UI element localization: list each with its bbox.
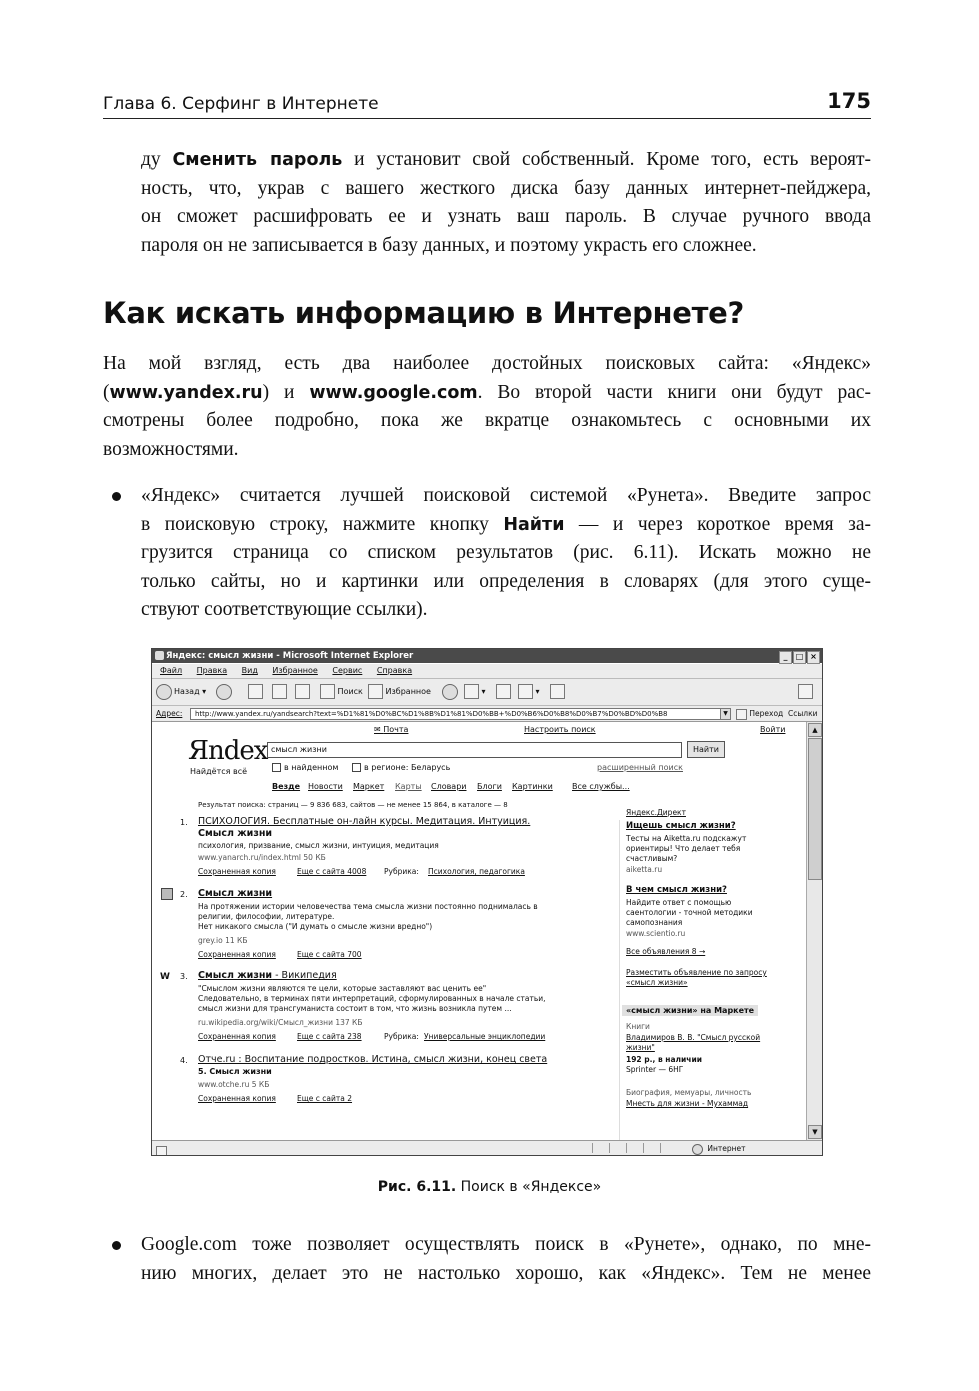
bullet-marker	[112, 492, 121, 501]
result-1-number: 1.	[180, 818, 188, 827]
tab-market[interactable]: Маркет	[353, 782, 385, 791]
bullet-marker	[112, 1241, 121, 1250]
vertical-scrollbar[interactable]	[806, 722, 822, 1140]
figure-screenshot	[151, 648, 823, 1156]
links-button[interactable]: Ссылки	[788, 709, 818, 718]
stop-icon	[248, 684, 263, 699]
ad-1-url: aiketta.ru	[626, 865, 663, 874]
ad-2-text-1: Найдите ответ с помощью	[626, 898, 732, 907]
result-1-more-link[interactable]: Еще с сайта 4008	[297, 867, 367, 876]
scroll-thumb[interactable]	[808, 738, 822, 880]
print-button[interactable]	[496, 683, 511, 701]
result-4-cache-link[interactable]: Сохраненная копия	[198, 1094, 276, 1103]
back-arrow-icon	[156, 684, 172, 700]
section-line-4: возможностями.	[103, 438, 239, 460]
search-icon	[320, 684, 335, 699]
forward-button[interactable]	[216, 683, 234, 701]
ad-2-text-3: самопознания	[626, 918, 683, 927]
market-1-title-2[interactable]: жизни"	[626, 1043, 655, 1052]
wikipedia-w-icon: W	[160, 972, 170, 982]
caption-text: Поиск в «Яндексе»	[456, 1179, 602, 1195]
find-button[interactable]: Найти	[687, 741, 725, 758]
status-bar	[152, 1140, 822, 1156]
section-line-2: (www.yandex.ru) и www.google.com. Во второй части книги они будут рас-	[103, 381, 871, 403]
menu-edit[interactable]: Правка	[196, 666, 228, 675]
search-input[interactable]: смысл жизни	[267, 742, 682, 758]
result-4-more-link[interactable]: Еще с сайта 2	[297, 1094, 353, 1103]
stop-button[interactable]	[248, 683, 263, 701]
result-1-rubric-label: Рубрика:	[384, 867, 419, 876]
intro-line-1: ду Сменить пароль и установит свой собственный. Кроме того, есть вероят-	[141, 149, 871, 170]
opt-in-region[interactable]: в регионе: Беларусь	[352, 763, 450, 772]
forward-arrow-icon	[216, 684, 232, 700]
result-1-snippet: психология, призвание, смысл жизни, интуиция, медитация	[198, 841, 439, 850]
maximize-icon[interactable]: □	[793, 651, 806, 664]
status-zone: Интернет	[692, 1141, 746, 1156]
bullet-google-paragraph	[141, 1231, 871, 1288]
result-2-snippet-1: На протяжении истории человечества тема смысла жизни постоянно поднималась в	[198, 902, 538, 911]
setup-search-link[interactable]: Настроить поиск	[524, 725, 596, 734]
browser-toolbar	[152, 679, 822, 706]
figure-caption	[0, 1179, 979, 1195]
chapter-title: Глава 6. Серфинг в Интернете	[103, 94, 379, 114]
column-divider	[619, 820, 620, 1140]
tab-maps[interactable]: Карты	[395, 782, 422, 791]
window-title: Яндекс: смысл жизни - Microsoft Internet Explorer	[166, 651, 414, 661]
result-2-snippet-3: Нет никакого смысла ("И думать о смысле жизни вредно")	[198, 922, 433, 931]
history-button[interactable]	[442, 683, 460, 701]
tab-news[interactable]: Новости	[308, 782, 343, 791]
word-icon	[518, 684, 533, 699]
yandex-results-page	[152, 722, 806, 1140]
result-1-cache-link[interactable]: Сохраненная копия	[198, 867, 276, 876]
mail-button[interactable]: ▾	[464, 683, 486, 701]
address-label: Адрес:	[156, 709, 183, 718]
result-3-rubric-link[interactable]: Универсальные энциклопедии	[424, 1032, 546, 1041]
result-4-url: www.otche.ru 5 КБ	[198, 1080, 270, 1089]
tab-dictionaries[interactable]: Словари	[431, 782, 467, 791]
section-line-3: смотрены более подробно, пока же вкратце ознакомьтесь с основными их	[103, 410, 871, 431]
checkbox-icon	[352, 763, 361, 772]
result-3-more-link[interactable]: Еще с сайта 238	[297, 1032, 362, 1041]
intro-line-3: он сможет расшифровать ее и узнать ваш пароль. В случае ручного ввода	[141, 206, 871, 227]
all-ads-link[interactable]: Все объявления 8 →	[626, 947, 706, 956]
intro-paragraph	[141, 146, 871, 260]
edit-button[interactable]: ▾	[518, 683, 540, 701]
menu-bar	[152, 664, 822, 679]
result-3-url: ru.wikipedia.org/wiki/Смысл_жизни 137 КБ	[198, 1018, 363, 1027]
messenger-icon	[550, 684, 565, 699]
star-icon	[368, 684, 383, 699]
address-input[interactable]: http://www.yandex.ru/yandsearch?text=%D1%81%D0%BC%D1%8B%D1%81%D0%BB+%D0%B6%D0%B8%D0%B7%D0%BD%D0%B8	[190, 708, 726, 720]
ie-logo-icon	[155, 651, 164, 660]
market-1-category: Книги	[626, 1022, 650, 1031]
result-2-favicon-icon	[161, 888, 173, 900]
ad-2-url: www.scientio.ru	[626, 929, 686, 938]
bullet-yandex-paragraph	[141, 482, 871, 625]
result-3-snippet-2: Следовательно, в терминах пяти интерпретаций, сформулированных в начале статьи,	[198, 994, 546, 1003]
result-4-title[interactable]: Отче.ru : Воспитание подростков. Истина, смысл жизни, конец света	[198, 1054, 548, 1065]
login-link[interactable]: Войти	[760, 725, 786, 734]
result-4-subtitle: 5. Смысл жизни	[198, 1067, 272, 1076]
mail-icon	[464, 684, 479, 699]
result-2-title[interactable]: Смысл жизни	[198, 888, 273, 899]
results-summary: Результат поиска: страниц — 9 836 683, сайтов — не менее 15 864, в каталоге — 8	[198, 801, 508, 809]
ad-1-text-3: счастливым?	[626, 854, 678, 863]
section-title: Как искать информацию в Интернете?	[103, 296, 745, 330]
intro-line-4: пароля он не записывается в базу данных, и поэтому украсть его сложнее.	[141, 234, 757, 256]
market-2-category: Биография, мемуары, личность	[626, 1088, 752, 1097]
bullet1-line-4: только сайты, но и картинки или определения в словарях (для этого суще-	[141, 570, 871, 592]
address-dropdown-icon[interactable]: ▼	[720, 708, 731, 720]
bullet1-line-5: ствуют соответствующие ссылки).	[141, 599, 428, 620]
menu-favorites[interactable]: Избранное	[272, 666, 318, 675]
result-1-url: www.yanarch.ru/index.html 50 КБ	[198, 853, 326, 862]
tab-images[interactable]: Картинки	[512, 782, 553, 791]
result-2-more-link[interactable]: Еще с сайта 700	[297, 950, 362, 959]
ad-1-title[interactable]: Ищешь смысл жизни?	[626, 821, 736, 831]
checkbox-icon	[272, 763, 281, 772]
advanced-search-link[interactable]: расширенный поиск	[597, 763, 683, 772]
result-1-rubric-link[interactable]: Психология, педагогика	[428, 867, 525, 876]
market-1-shop: Sprinter — 6НГ	[626, 1065, 684, 1074]
back-button[interactable]: Назад ▾	[156, 683, 206, 701]
menu-tools[interactable]: Сервис	[332, 666, 363, 675]
refresh-icon	[272, 684, 287, 699]
scroll-up-icon[interactable]: ▲	[808, 723, 822, 737]
go-button[interactable]: Переход	[736, 706, 783, 721]
menu-view[interactable]: Вид	[241, 666, 258, 675]
refresh-button[interactable]	[272, 683, 287, 701]
messenger-button[interactable]	[550, 683, 565, 701]
result-3-title[interactable]: Смысл жизни - Википедия	[198, 970, 337, 981]
market-1-title-1[interactable]: Владимиров В. В. "Смысл русской	[626, 1033, 761, 1042]
menu-file[interactable]: Файл	[160, 666, 183, 675]
minimize-icon[interactable]: _	[779, 651, 792, 664]
find-button-term: Найти	[503, 514, 565, 535]
close-icon[interactable]: ×	[807, 651, 820, 664]
history-icon	[442, 684, 458, 700]
search-button[interactable]: Поиск	[320, 683, 363, 701]
intro-line-2: ность, что, украв с вашего жесткого диска базу данных интернет-пейджера,	[141, 177, 871, 199]
scroll-down-icon[interactable]: ▼	[808, 1125, 822, 1139]
ad-2-title[interactable]: В чем смысл жизни?	[626, 885, 727, 895]
ad-1-text-2: ориентиры! Что делает тебя	[626, 844, 741, 853]
bullet1-line-2: в поисковую строку, нажмите кнопку Найти — и через короткое время за-	[141, 513, 871, 535]
windows-flag	[798, 683, 813, 701]
tab-everywhere[interactable]: Везде	[272, 782, 301, 791]
section-paragraph	[103, 350, 871, 464]
ad-1-text-1: Тесты на Aiketta.ru подскажут	[626, 834, 747, 843]
page-status-icon	[156, 1143, 167, 1156]
running-header	[103, 89, 871, 119]
section-line-1: На мой взгляд, есть два наиболее достойных поисковых сайта: «Яндекс»	[103, 353, 871, 374]
tab-blogs[interactable]: Блоги	[477, 782, 502, 791]
result-3-snippet-3: смысл жизни для трансгуманиста состоит в том, что жизнь возникла путем ...	[198, 1004, 512, 1013]
change-password-term: Сменить пароль	[172, 150, 343, 170]
ad-2-text-2: саентологии - точной методики	[626, 908, 753, 917]
caption-label: Рис. 6.11.	[377, 1179, 457, 1195]
result-4-number: 4.	[180, 1056, 188, 1065]
windows-logo-icon	[798, 684, 813, 699]
page-number: 175	[827, 89, 871, 113]
go-arrow-icon	[736, 709, 747, 720]
market-1-price: 192 р., в наличии	[626, 1055, 702, 1064]
window-titlebar	[152, 649, 822, 663]
home-button[interactable]	[295, 683, 310, 701]
google-url: www.google.com	[309, 382, 478, 403]
result-1-subtitle: Смысл жизни	[198, 828, 273, 839]
menu-help[interactable]: Справка	[376, 666, 413, 675]
bullet2-line-1: Google.com тоже позволяет осуществлять поиск в «Рунете», однако, по мне-	[141, 1234, 871, 1255]
result-2-snippet-2: религии, философии, литературе.	[198, 912, 335, 921]
result-2-cache-link[interactable]: Сохраненная копия	[198, 950, 276, 959]
opt-in-found[interactable]: в найденном	[272, 763, 338, 772]
result-3-rubric-label: Рубрика:	[384, 1032, 419, 1041]
bullet1-line-3: грузится страница со списком результатов (рис. 6.11). Искать можно не	[141, 542, 871, 563]
address-bar	[152, 706, 822, 722]
print-icon	[496, 684, 511, 699]
result-3-number: 3.	[180, 972, 188, 981]
yandex-direct-link[interactable]: Яндекс.Директ	[626, 808, 686, 817]
market-header[interactable]: «смысл жизни» на Маркете	[622, 1005, 758, 1016]
favorites-button[interactable]: Избранное	[368, 683, 431, 701]
globe-icon	[692, 1144, 703, 1155]
tagline: Найдётся всё	[190, 767, 248, 776]
home-icon	[295, 684, 310, 699]
all-services-link[interactable]: Все службы...	[572, 782, 630, 791]
result-2-number: 2.	[180, 890, 188, 899]
bullet1-line-1: «Яндекс» считается лучшей поисковой системой «Рунета». Введите запрос	[141, 485, 871, 506]
mail-link[interactable]: ✉ Почта	[374, 725, 409, 734]
result-2-url: grey.io 11 КБ	[198, 936, 248, 945]
market-2-title[interactable]: Мнесть для жизни - Мухаммад	[626, 1099, 749, 1108]
place-ad-link-2[interactable]: «смысл жизни»	[626, 978, 688, 987]
yandex-logo[interactable]: Яndex	[188, 736, 268, 766]
place-ad-link-1[interactable]: Разместить объявление по запросу	[626, 968, 767, 977]
result-1-title[interactable]: ПСИХОЛОГИЯ. Бесплатные он-лайн курсы. Медитация. Интуиция.	[198, 816, 531, 827]
result-3-snippet-1: "Смыслом жизни являются те цели, которые заставляют вас ценить ее"	[198, 984, 487, 993]
bullet2-line-2: нию многих, делает это не настолько хорошо, как «Яндекс». Тем не менее	[141, 1262, 871, 1284]
yandex-url: www.yandex.ru	[109, 382, 263, 403]
result-3-cache-link[interactable]: Сохраненная копия	[198, 1032, 276, 1041]
